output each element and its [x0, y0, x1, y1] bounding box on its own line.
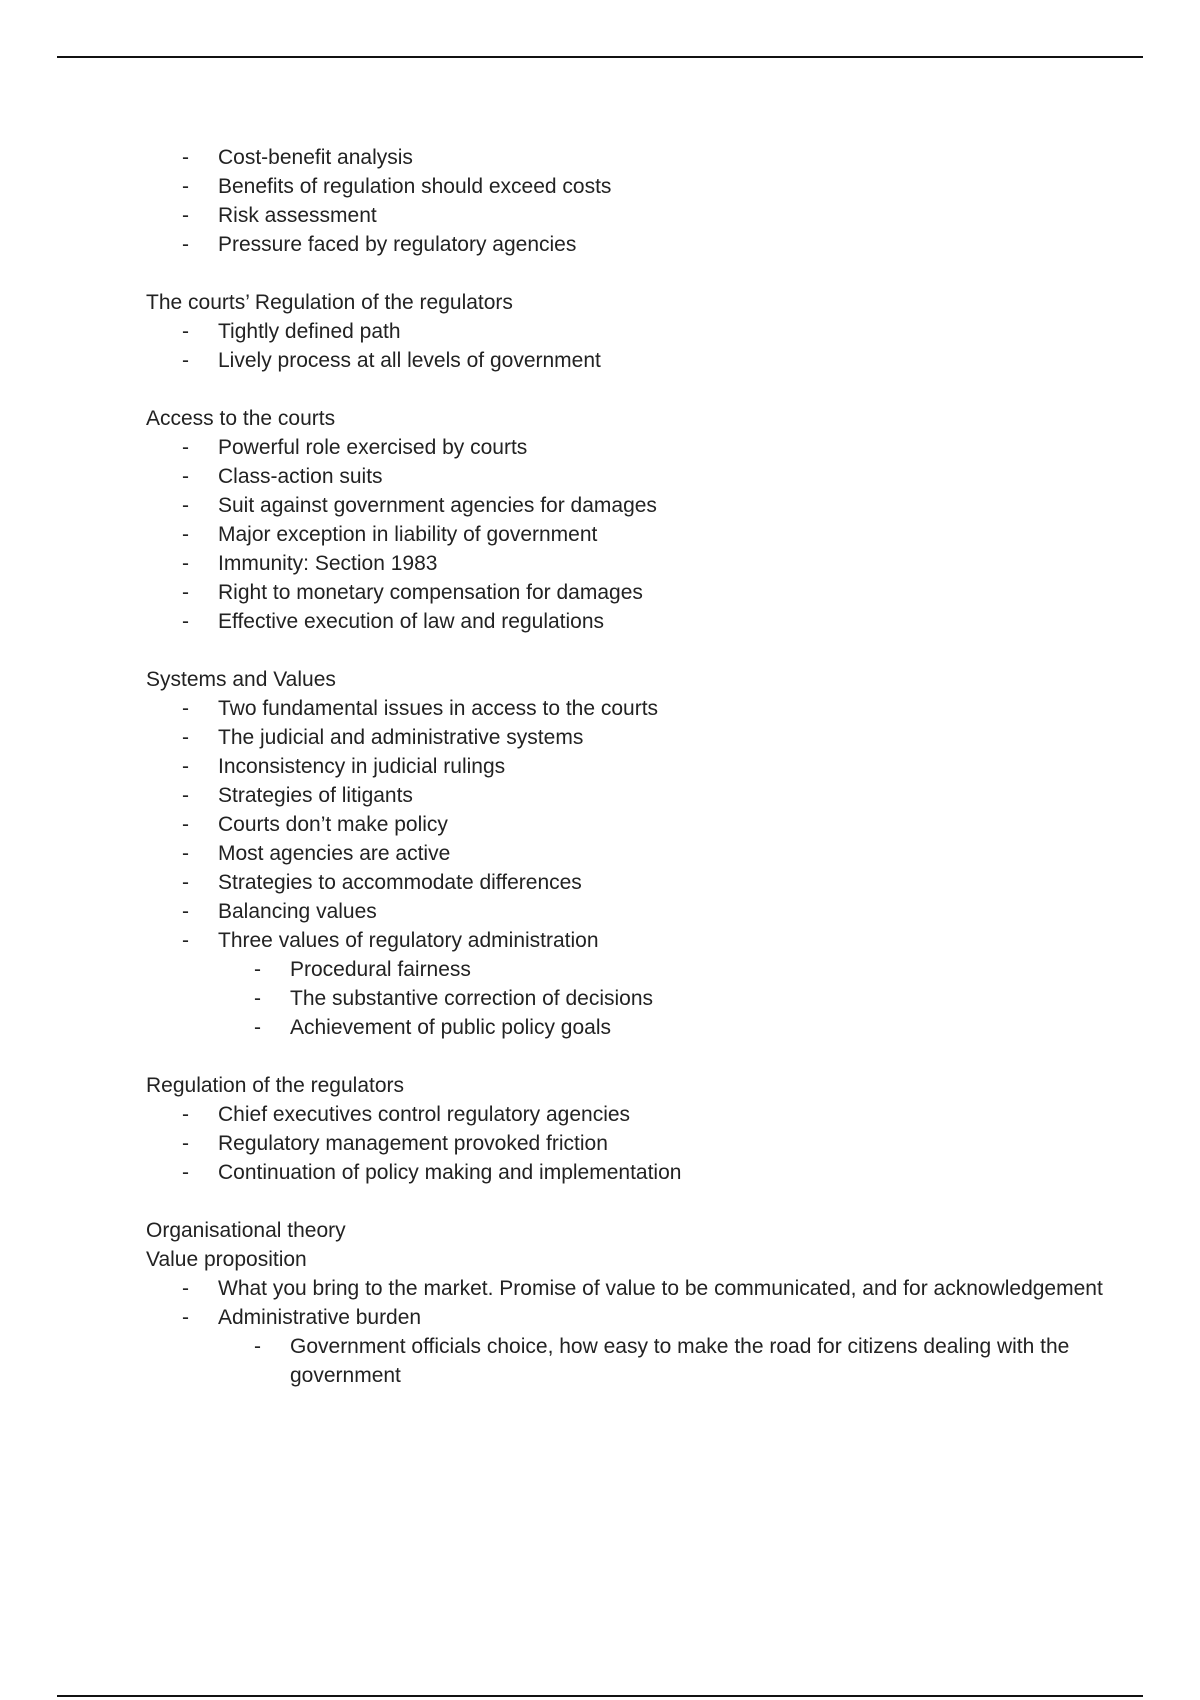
intro-list: [146, 143, 1106, 259]
list-item: - Powerful role exercised by courts: [146, 433, 1106, 462]
dash-bullet: -: [182, 784, 189, 807]
list-item: - Right to monetary compensation for damages: [146, 578, 1106, 607]
dash-bullet: -: [182, 494, 189, 517]
list-item: - Pressure faced by regulatory agencies: [146, 230, 1106, 259]
top-divider: [57, 56, 1143, 58]
section-access-courts: [146, 404, 1106, 636]
dash-bullet: -: [182, 436, 189, 459]
dash-bullet: -: [182, 697, 189, 720]
sub-list-item: - Government officials choice, how easy to make the road for citizens dealing with the government: [146, 1332, 1106, 1390]
dash-bullet: -: [182, 610, 189, 633]
list-item: - Three values of regulatory administration: [146, 926, 1106, 955]
list-item: - Regulatory management provoked friction: [146, 1129, 1106, 1158]
section-heading: The courts’ Regulation of the regulators: [146, 291, 513, 314]
dash-bullet: -: [182, 1306, 189, 1329]
dash-bullet: -: [254, 1335, 261, 1358]
section-subheading: Value proposition: [146, 1248, 307, 1271]
list-item: - The judicial and administrative systems: [146, 723, 1106, 752]
section-regulation-regulators: [146, 1071, 1106, 1187]
dash-bullet: -: [182, 726, 189, 749]
list-item: - Strategies to accommodate differences: [146, 868, 1106, 897]
list-item: - Courts don’t make policy: [146, 810, 1106, 839]
section-systems-values: [146, 665, 1106, 1042]
list-item: - Effective execution of law and regulations: [146, 607, 1106, 636]
dash-bullet: -: [182, 1103, 189, 1126]
document-body: [146, 143, 1106, 1390]
list-item: - Tightly defined path: [146, 317, 1106, 346]
sub-list-item: - Procedural fairness: [146, 955, 1106, 984]
list-item: - Balancing values: [146, 897, 1106, 926]
dash-bullet: -: [182, 465, 189, 488]
list-item: - Risk assessment: [146, 201, 1106, 230]
list-item: - Cost-benefit analysis: [146, 143, 1106, 172]
dash-bullet: -: [182, 1132, 189, 1155]
dash-bullet: -: [182, 581, 189, 604]
dash-bullet: -: [182, 1277, 189, 1300]
section-heading: Organisational theory: [146, 1219, 346, 1242]
dash-bullet: -: [182, 523, 189, 546]
dash-bullet: -: [182, 175, 189, 198]
section-courts-regulation: [146, 288, 1106, 375]
dash-bullet: -: [182, 813, 189, 836]
sub-list-item: - The substantive correction of decisions: [146, 984, 1106, 1013]
dash-bullet: -: [182, 349, 189, 372]
bottom-divider: [57, 1695, 1143, 1697]
list-item: - Benefits of regulation should exceed costs: [146, 172, 1106, 201]
list-item: - What you bring to the market. Promise of value to be communicated, and for acknowledgement: [146, 1274, 1106, 1303]
list-item: - Administrative burden: [146, 1303, 1106, 1332]
section-heading: Access to the courts: [146, 407, 336, 430]
list-item: - Continuation of policy making and implementation: [146, 1158, 1106, 1187]
sub-list-item: - Achievement of public policy goals: [146, 1013, 1106, 1042]
dash-bullet: -: [182, 842, 189, 865]
section-organisational-theory: [146, 1216, 1106, 1390]
list-item: - Two fundamental issues in access to the courts: [146, 694, 1106, 723]
dash-bullet: -: [182, 146, 189, 169]
dash-bullet: -: [182, 871, 189, 894]
dash-bullet: -: [182, 929, 189, 952]
list-item: - Chief executives control regulatory agencies: [146, 1100, 1106, 1129]
dash-bullet: -: [254, 1016, 261, 1039]
list-item: - Suit against government agencies for damages: [146, 491, 1106, 520]
section-heading: Regulation of the regulators: [146, 1074, 404, 1097]
list-item: - Most agencies are active: [146, 839, 1106, 868]
dash-bullet: -: [182, 755, 189, 778]
dash-bullet: -: [182, 900, 189, 923]
dash-bullet: -: [182, 320, 189, 343]
dash-bullet: -: [182, 552, 189, 575]
dash-bullet: -: [182, 233, 189, 256]
dash-bullet: -: [182, 204, 189, 227]
dash-bullet: -: [254, 958, 261, 981]
list-item: - Class-action suits: [146, 462, 1106, 491]
dash-bullet: -: [254, 987, 261, 1010]
list-item: - Inconsistency in judicial rulings: [146, 752, 1106, 781]
list-item: - Immunity: Section 1983: [146, 549, 1106, 578]
section-heading: Systems and Values: [146, 668, 336, 691]
list-item: - Strategies of litigants: [146, 781, 1106, 810]
list-item: - Major exception in liability of government: [146, 520, 1106, 549]
list-item: - Lively process at all levels of government: [146, 346, 1106, 375]
dash-bullet: -: [182, 1161, 189, 1184]
